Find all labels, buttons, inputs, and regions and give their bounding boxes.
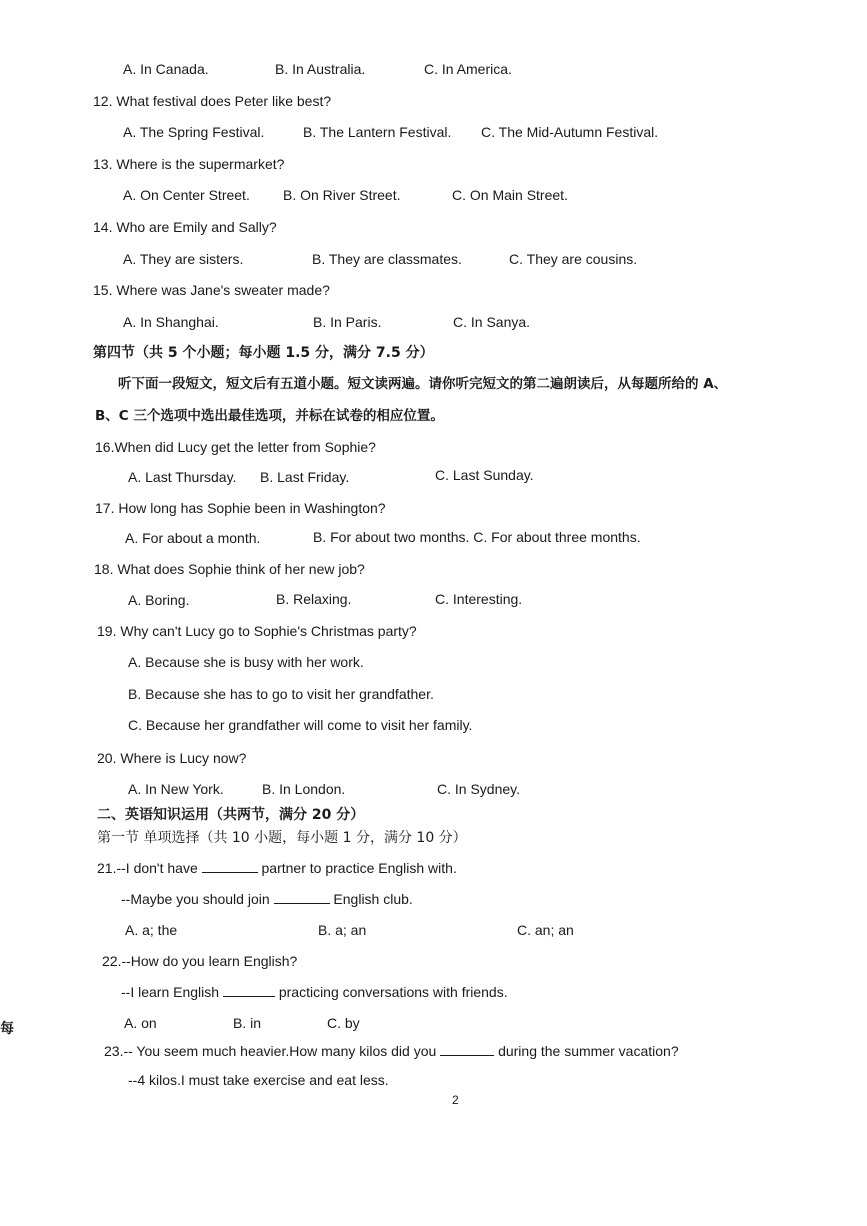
q22-option-a: A. on	[124, 1015, 157, 1031]
q12-option-c: C. The Mid-Autumn Festival.	[481, 124, 659, 140]
part2-heading: 二、英语知识运用（共两节，满分 20 分）	[97, 807, 365, 823]
margin-character: 每	[0, 1021, 14, 1037]
q12-option-b: B. The Lantern Festival.	[303, 124, 452, 140]
q21-blank-1	[202, 859, 258, 873]
q18-stem: 18. What does Sophie think of her new job?	[94, 561, 365, 577]
q13-stem: 13. Where is the supermarket?	[93, 156, 285, 172]
q14-stem: 14. Who are Emily and Sally?	[93, 219, 277, 235]
q23-blank	[440, 1042, 494, 1056]
q20-option-c: C. In Sydney.	[437, 781, 521, 797]
q19-option-a: A. Because she is busy with her work.	[128, 654, 364, 670]
q22-line1: 22.--How do you learn English?	[102, 953, 298, 969]
q13-option-b: B. On River Street.	[283, 187, 401, 203]
q17-stem: 17. How long has Sophie been in Washington?	[95, 500, 386, 516]
q20-stem: 20. Where is Lucy now?	[97, 750, 247, 766]
q11-option-b: B. In Australia.	[275, 61, 366, 77]
q18-option-a: A. Boring.	[128, 592, 190, 608]
q22-option-b: B. in	[233, 1015, 262, 1031]
q21-blank-2	[274, 890, 330, 904]
q21-line1-prefix: 21.--I don't have	[97, 860, 198, 876]
q22-blank	[223, 983, 275, 997]
section4-instructions-line1: 听下面一段短文，短文后有五道小题。短文读两遍。请你听完短文的第二遍朗读后，从每题所给的 A、	[118, 376, 728, 392]
q18-option-b: B. Relaxing.	[276, 591, 352, 607]
q18-option-c: C. Interesting.	[435, 591, 523, 607]
q21-line2-suffix: English club.	[333, 891, 413, 907]
q19-stem: 19. Why can't Lucy go to Sophie's Christmas party?	[97, 623, 417, 639]
q16-option-c: C. Last Sunday.	[435, 467, 534, 483]
q19-option-c: C. Because her grandfather will come to visit her family.	[128, 717, 473, 733]
q23-line2: --4 kilos.I must take exercise and eat less.	[128, 1072, 389, 1088]
q15-option-b: B. In Paris.	[313, 314, 382, 330]
q15-option-c: C. In Sanya.	[453, 314, 531, 330]
q22-line2-suffix: practicing conversations with friends.	[278, 984, 508, 1000]
part2-subheading: 第一节 单项选择（共 10 小题，每小题 1 分，满分 10 分）	[97, 830, 467, 846]
q21-option-b: B. a; an	[318, 922, 367, 938]
q14-option-a: A. They are sisters.	[123, 251, 244, 267]
q12-stem: 12. What festival does Peter like best?	[93, 93, 332, 109]
q13-option-a: A. On Center Street.	[123, 187, 250, 203]
q21-line1	[97, 859, 457, 877]
q21-option-a: A. a; the	[125, 922, 178, 938]
q11-option-c: C. In America.	[424, 61, 512, 77]
q20-option-a: A. In New York.	[128, 781, 224, 797]
q16-option-b: B. Last Friday.	[260, 469, 350, 485]
q15-option-a: A. In Shanghai.	[123, 314, 219, 330]
q22-line2	[121, 983, 508, 1001]
q21-line2-prefix: --Maybe you should join	[121, 891, 270, 907]
section4-instructions-line2: B、C 三个选项中选出最佳选项，并标在试卷的相应位置。	[95, 408, 444, 424]
q21-line2	[121, 890, 413, 908]
q13-option-c: C. On Main Street.	[452, 187, 568, 203]
q19-option-b: B. Because she has to go to visit her grandfather.	[128, 686, 434, 702]
q17-option-b-c: B. For about two months. C. For about three months.	[313, 529, 641, 545]
q21-line1-suffix: partner to practice English with.	[261, 860, 457, 876]
q11-option-a: A. In Canada.	[123, 61, 209, 77]
page-number: 2	[452, 1093, 459, 1107]
q15-stem: 15. Where was Jane's sweater made?	[93, 282, 330, 298]
section4-heading: 第四节（共 5 个小题；每小题 1.5 分，满分 7.5 分）	[93, 345, 434, 361]
q22-line2-prefix: --I learn English	[121, 984, 220, 1000]
q23-line1-suffix: during the summer vacation?	[498, 1043, 679, 1059]
q14-option-b: B. They are classmates.	[312, 251, 462, 267]
q21-option-c: C. an; an	[517, 922, 574, 938]
q16-option-a: A. Last Thursday.	[128, 469, 237, 485]
q20-option-b: B. In London.	[262, 781, 346, 797]
q23-line1-prefix: 23.-- You seem much heavier.How many kilos did you	[104, 1043, 437, 1059]
q17-option-a: A. For about a month.	[125, 530, 261, 546]
q22-option-c: C. by	[327, 1015, 360, 1031]
q16-stem: 16.When did Lucy get the letter from Sophie?	[95, 439, 376, 455]
q14-option-c: C. They are cousins.	[509, 251, 638, 267]
q23-line1	[104, 1042, 679, 1060]
q12-option-a: A. The Spring Festival.	[123, 124, 265, 140]
